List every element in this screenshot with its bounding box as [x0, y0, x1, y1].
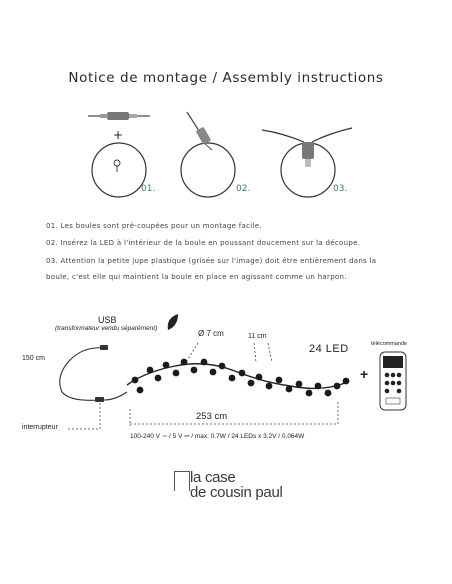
- product-diagram: [0, 300, 452, 450]
- step-number-2: 02.: [236, 184, 251, 194]
- specs-label: 100-240 V ∼ / 5 V ⎓ / max: 0.7W / 24 LEDs x 3.2V / 0,064W: [130, 433, 305, 440]
- instruction-1: 01. Les boules sont pré-coupées pour un montage facile.: [46, 222, 262, 230]
- total-length-label: 253 cm: [196, 411, 228, 422]
- plus-remote: +: [360, 366, 369, 382]
- assembly-steps-illustration: [0, 100, 452, 200]
- usb-cable: [60, 345, 127, 402]
- brand-line-2: de cousin paul: [190, 484, 283, 501]
- globe-icon: [92, 143, 146, 197]
- led-count-label: 24 LED: [309, 343, 349, 355]
- brand-logo-icon: [174, 471, 190, 491]
- instruction-2: 02. Insérez la LED à l'intérieur de la boule en poussant doucement sur la découpe.: [46, 239, 361, 247]
- step-number-3: 03.: [333, 184, 348, 194]
- plus-sign: +: [113, 128, 124, 142]
- page-title: Notice de montage / Assembly instructions: [68, 70, 384, 86]
- brand-line-1: la case: [190, 469, 236, 486]
- mounted-led-icon: [262, 128, 352, 167]
- precut-hole-icon: [114, 160, 120, 172]
- remote-label: télécommande: [371, 341, 408, 347]
- globe-icon: [181, 143, 235, 197]
- switch-label: interrupteur: [22, 424, 58, 431]
- instruction-3: 03. Attention la petite jupe plastique (grisée sur l'image) doit être entièrement dans la: [46, 257, 377, 265]
- usb-label: USB: [98, 315, 117, 325]
- step-number-1: 01.: [141, 184, 156, 194]
- leaf-icon: [168, 314, 178, 330]
- led-plug-icon: [88, 112, 150, 120]
- usb-note: (transformateur vendu séparément): [55, 325, 158, 332]
- ball-spacing-label: 11 cm: [248, 333, 267, 340]
- instruction-3-continued: boule, c'est elle qui maintient la boule en place en agissant comme un harpon.: [46, 273, 347, 281]
- led-balls: [132, 359, 350, 397]
- ball-diameter-label: Ø 7 cm: [198, 329, 224, 338]
- cable-length-label: 150 cm: [22, 355, 45, 362]
- remote-control-icon: [380, 352, 406, 410]
